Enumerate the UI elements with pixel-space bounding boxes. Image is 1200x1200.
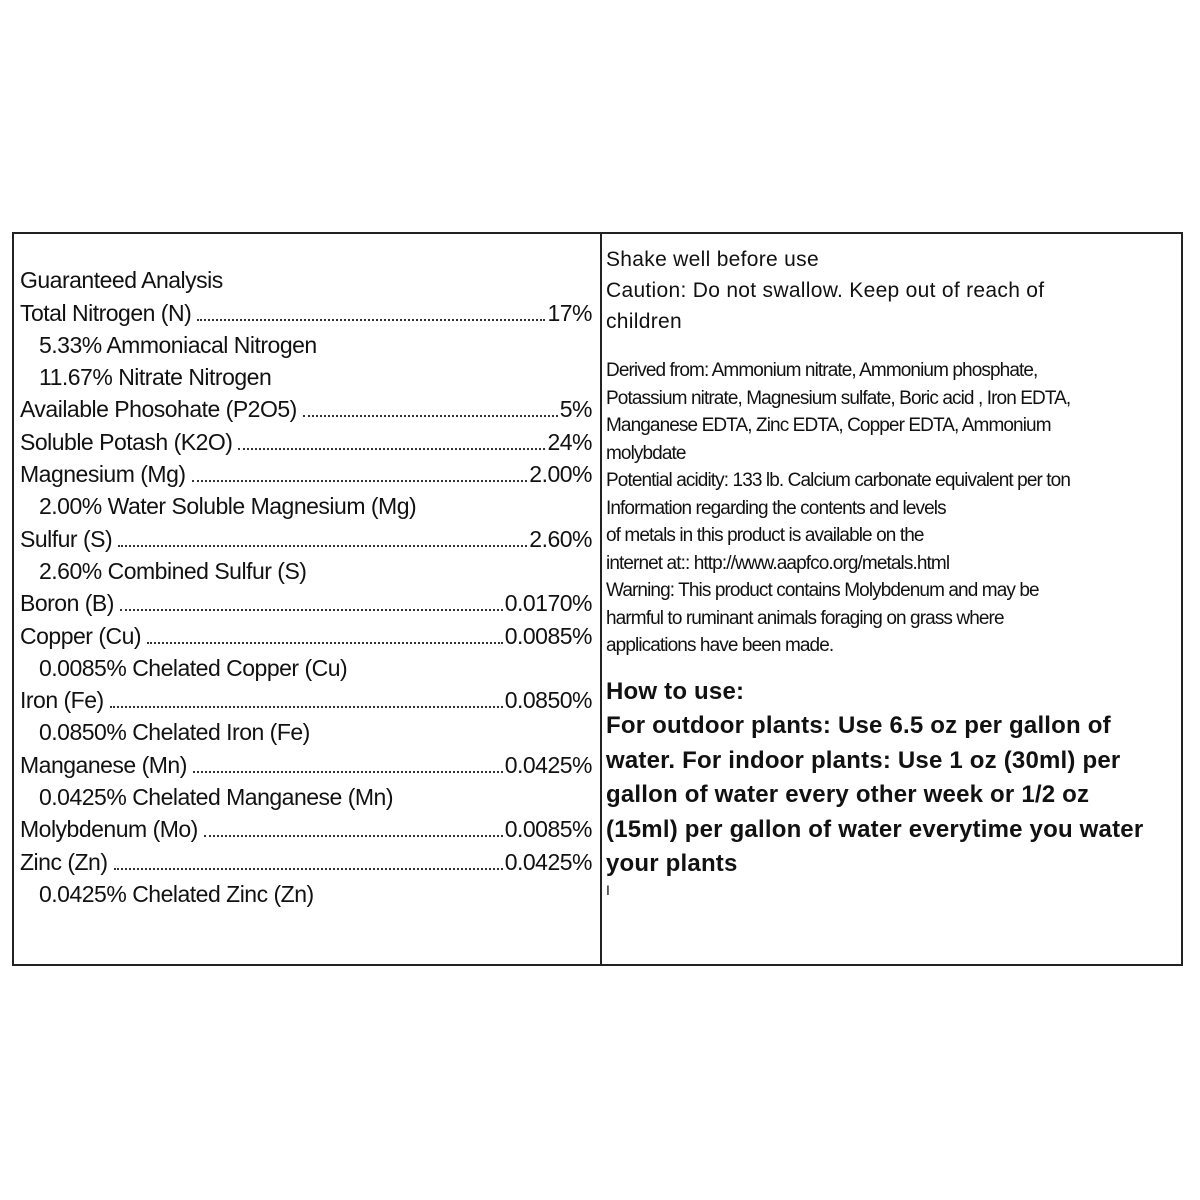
analysis-row-name: Boron (B)	[20, 590, 114, 617]
analysis-row-magnesium	[20, 454, 592, 486]
dot-leader	[118, 545, 527, 547]
analysis-row-name: 5.33% Ammoniacal Nitrogen	[39, 331, 317, 358]
analysis-row-name: 0.0425% Chelated Manganese (Mn)	[39, 784, 394, 811]
analysis-subrow-ammoniacal-nitrogen	[20, 325, 592, 357]
analysis-subrow-chelated-zinc	[20, 874, 592, 906]
caution-line: Caution: Do not swallow. Keep out of reach of	[606, 279, 1045, 302]
analysis-subrow-combined-sulfur	[20, 551, 592, 583]
metals-info-line: Information regarding the contents and levels	[606, 497, 946, 519]
analysis-row-name: Soluble Potash (K2O)	[20, 428, 233, 455]
analysis-row-name: Available Phosohate (P2O5)	[20, 396, 297, 423]
derived-line: Potassium nitrate, Magnesium sulfate, Boric acid , Iron EDTA,	[606, 387, 1071, 409]
dot-leader	[110, 706, 503, 708]
derived-from-block	[606, 357, 1176, 660]
caution-line: children	[606, 310, 682, 333]
dot-leader	[192, 480, 528, 482]
analysis-row-name: Copper (Cu)	[20, 622, 142, 649]
analysis-row-value: 0.0085%	[504, 816, 592, 843]
analysis-subrow-water-soluble-magnesium	[20, 486, 592, 518]
how-to-use-heading: How to use:	[606, 677, 745, 705]
analysis-row-value: 17%	[547, 299, 592, 326]
trailing-mark: I	[606, 881, 610, 898]
dot-leader	[147, 642, 503, 644]
how-to-use-line: water. For indoor plants: Use 1 oz (30ml) per	[606, 746, 1121, 774]
acidity-line: Potential acidity: 133 lb. Calcium carbonate equivalent per ton	[606, 470, 1071, 491]
how-to-use-line: For outdoor plants: Use 6.5 oz per gallon of	[606, 712, 1111, 739]
analysis-row-potash	[20, 421, 592, 453]
warning-line: Warning: This product contains Molybdenum and may be	[606, 580, 1039, 601]
analysis-row-name: 0.0850% Chelated Iron (Fe)	[39, 719, 310, 746]
analysis-row-name: Molybdenum (Mo)	[20, 816, 198, 843]
analysis-row-value: 0.0425%	[504, 848, 592, 875]
label-panel	[12, 232, 1183, 966]
dot-leader	[114, 868, 503, 870]
analysis-row-phosphate	[20, 389, 592, 421]
analysis-row-value: 0.0170%	[504, 590, 592, 617]
analysis-row-name: 2.60% Combined Sulfur (S)	[39, 557, 307, 584]
analysis-row-value: 2.00%	[529, 461, 592, 488]
analysis-subrow-chelated-iron	[20, 712, 592, 744]
how-to-use-block	[606, 675, 1176, 882]
warning-line: harmful to ruminant animals foraging on grass where	[606, 607, 1004, 629]
dot-leader	[197, 319, 545, 321]
derived-line: Manganese EDTA, Zinc EDTA, Copper EDTA, Ammonium	[606, 415, 1051, 436]
analysis-row-molybdenum	[20, 809, 592, 841]
column-divider	[600, 234, 602, 964]
dot-leader	[120, 609, 503, 611]
shake-instruction: Shake well before use	[606, 248, 819, 271]
analysis-subrow-nitrate-nitrogen	[20, 357, 592, 389]
derived-line: Derived from: Ammonium nitrate, Ammonium phosphate,	[606, 360, 1038, 381]
analysis-row-name: Iron (Fe)	[20, 687, 104, 714]
analysis-row-name: Magnesium (Mg)	[20, 461, 186, 488]
analysis-row-manganese	[20, 744, 592, 776]
analysis-row-boron	[20, 583, 592, 615]
analysis-subrow-chelated-copper	[20, 648, 592, 680]
warning-line: applications have been made.	[606, 635, 834, 656]
analysis-heading-text: Guaranteed Analysis	[20, 267, 223, 294]
analysis-row-zinc	[20, 841, 592, 873]
analysis-heading	[20, 260, 592, 292]
how-to-use-line: gallon of water every other week or 1/2 oz	[606, 781, 1090, 808]
analysis-row-name: 2.00% Water Soluble Magnesium (Mg)	[39, 493, 417, 520]
analysis-row-name: 11.67% Nitrate Nitrogen	[39, 364, 272, 391]
dot-leader	[238, 448, 545, 450]
analysis-row-name: 0.0425% Chelated Zinc (Zn)	[39, 880, 314, 907]
analysis-row-value: 2.60%	[529, 525, 592, 552]
how-to-use-line: your plants	[606, 850, 738, 877]
analysis-row-value: 5%	[559, 396, 592, 423]
dot-leader	[193, 771, 503, 773]
analysis-row-name: Sulfur (S)	[20, 525, 113, 552]
analysis-row-iron	[20, 680, 592, 712]
instructions-column	[606, 244, 1176, 898]
analysis-row-value: 0.0425%	[504, 751, 592, 778]
analysis-row-value: 24%	[547, 428, 592, 455]
caution-block	[606, 244, 1176, 337]
analysis-row-value: 0.0850%	[504, 687, 592, 714]
dot-leader	[204, 835, 503, 837]
metals-url-line: internet at:: http://www.aapfco.org/metals.html	[606, 552, 950, 574]
how-to-use-line: (15ml) per gallon of water everytime you water	[606, 815, 1144, 843]
guaranteed-analysis-column	[20, 260, 592, 906]
derived-line: molybdate	[606, 442, 686, 464]
dot-leader	[303, 415, 558, 417]
metals-info-line: of metals in this product is available on the	[606, 525, 924, 546]
analysis-row-name: 0.0085% Chelated Copper (Cu)	[39, 654, 348, 681]
analysis-row-total-nitrogen	[20, 292, 592, 324]
analysis-row-copper	[20, 615, 592, 647]
analysis-row-value: 0.0085%	[504, 622, 592, 649]
analysis-row-name: Total Nitrogen (N)	[20, 299, 192, 326]
analysis-subrow-chelated-manganese	[20, 777, 592, 809]
analysis-row-name: Zinc (Zn)	[20, 848, 108, 875]
analysis-row-sulfur	[20, 518, 592, 550]
analysis-row-name: Manganese (Mn)	[20, 751, 187, 778]
